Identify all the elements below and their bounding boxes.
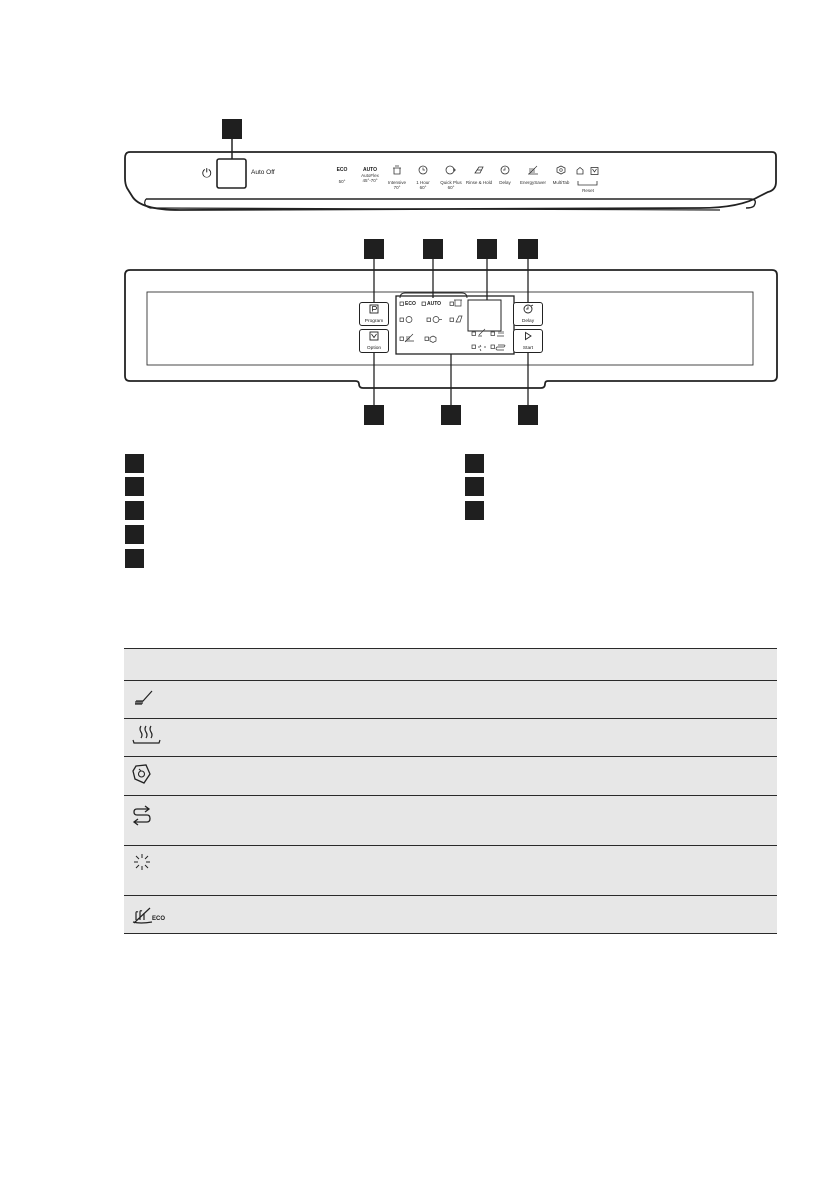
legend-1: [125, 454, 144, 473]
quick-plus-icon: [445, 165, 457, 175]
legend-4: [125, 525, 144, 544]
programme-1hour[interactable]: [410, 162, 436, 190]
rinse-hold-icon: [473, 165, 485, 175]
programme-energysaver[interactable]: [517, 162, 549, 185]
table-row: [124, 681, 777, 719]
programme-eco[interactable]: [330, 167, 354, 184]
reset-area[interactable]: [574, 163, 602, 193]
intensive-icon: [392, 165, 402, 175]
reset-icons: [575, 166, 601, 176]
callout-7: [441, 405, 461, 425]
programme-auto-top: AUTO: [362, 167, 378, 173]
rinse-aid-icon: [130, 686, 154, 708]
programme-delay[interactable]: [494, 162, 516, 185]
table-row: [124, 896, 777, 934]
table-header-row: [124, 649, 777, 681]
programme-intensive[interactable]: [384, 162, 410, 190]
programme-auto-label: AutoFlex: [361, 173, 379, 178]
callout-5: [518, 239, 538, 259]
indicator-table: [124, 648, 777, 934]
top-panel: [0, 0, 839, 220]
callout-8: [518, 405, 538, 425]
callout-6: [364, 405, 384, 425]
programme-eco-top: ECO: [336, 167, 348, 173]
table-header: [124, 649, 777, 681]
programme-quickplus-label: Quick Plus: [440, 180, 462, 185]
legend-7: [465, 477, 484, 496]
drying-icon: [130, 723, 162, 747]
programme-1hour-label: 1 Hour: [416, 180, 430, 185]
programme-rinsehold-label: Rinse & Hold: [465, 180, 493, 185]
delay-button-label: Delay: [521, 319, 535, 324]
option-icon: [360, 331, 388, 344]
inner-panel-outline: [0, 230, 839, 440]
delay-icon: [500, 165, 510, 175]
programme-auto-temp: 45°-70°: [362, 178, 378, 183]
programme-multitab[interactable]: [548, 162, 574, 185]
start-button[interactable]: [513, 329, 543, 353]
table-row: [124, 719, 777, 757]
programme-delay-label: Delay: [499, 180, 511, 185]
legend-5: [125, 549, 144, 568]
legend-8: [465, 501, 484, 520]
programme-energysaver-label: EnergySaver: [519, 180, 546, 185]
programme-quickplus[interactable]: [437, 162, 465, 190]
multitab-icon: [556, 165, 566, 175]
clock-icon: [418, 165, 428, 175]
table-row: [124, 796, 777, 846]
programme-multitab-label: MultiTab: [552, 180, 570, 185]
legend-2: [125, 477, 144, 496]
programme-intensive-temp: 70°: [393, 185, 401, 190]
program-icon: [360, 304, 388, 317]
delay-icon: [514, 304, 542, 317]
option-button[interactable]: [359, 329, 389, 353]
table-row: [124, 757, 777, 796]
multitab-icon: [130, 762, 154, 786]
programme-auto[interactable]: [354, 167, 386, 183]
power-icon[interactable]: ⏻: [202, 166, 212, 180]
start-button-label: Start: [522, 346, 534, 351]
callout-1: [222, 119, 242, 139]
energysaver-icon: [130, 904, 154, 926]
programme-intensive-label: Intensive: [387, 180, 406, 185]
display-auto: AUTO: [427, 301, 442, 307]
energysaver-icon: [526, 165, 540, 175]
auto-off-label: Auto Off: [251, 169, 275, 176]
legend-3: [125, 501, 144, 520]
programme-quickplus-temp: 60°: [447, 185, 455, 190]
programme-1hour-temp: 60°: [419, 185, 427, 190]
callout-2: [364, 239, 384, 259]
energysaver-eco-label: ECO: [152, 915, 166, 922]
programme-rinsehold[interactable]: [462, 162, 496, 185]
salt-icon: [130, 804, 154, 828]
play-icon: [514, 331, 542, 344]
option-button-label: Option: [366, 346, 382, 351]
table-row: [124, 846, 777, 896]
program-button[interactable]: [359, 302, 389, 326]
program-button-label: Program: [364, 319, 384, 324]
legend-6: [465, 454, 484, 473]
delay-button[interactable]: [513, 302, 543, 326]
reset-label: Reset: [582, 188, 594, 193]
callout-4: [477, 239, 497, 259]
callout-3: [423, 239, 443, 259]
inner-panel: [0, 230, 839, 440]
machine-care-icon: [130, 851, 154, 875]
display-eco: ECO: [405, 301, 416, 307]
programme-eco-temp: 50°: [338, 179, 346, 184]
